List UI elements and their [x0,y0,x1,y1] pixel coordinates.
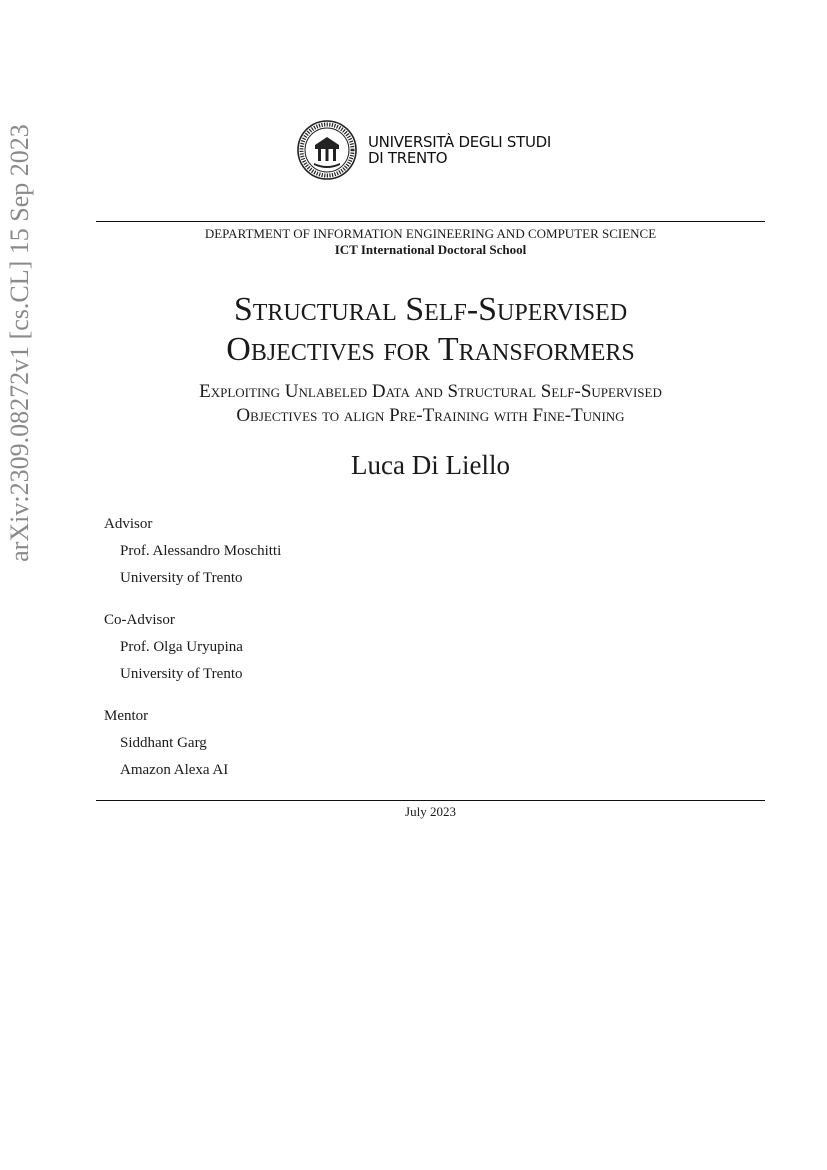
university-seal-icon [296,119,358,181]
advisor-name: Prof. Alessandro Moschitti [120,543,282,559]
university-name [368,134,551,166]
co-advisor-role: Co-Advisor [104,612,175,628]
mentor-role: Mentor [104,708,149,724]
supervisors-list [104,514,281,787]
title-line2: Objectives for Transformers [226,331,635,368]
subtitle-line2: Objectives to align Pre-Training with Fine-Tuning [236,405,625,426]
subtitle-line1: Exploiting Unlabeled Data and Structural Self-Supervised [199,381,662,402]
co-advisor-affiliation: University of Trento [120,666,243,682]
submission-date: July 2023 [405,804,456,819]
university-name-line1: UNIVERSITÀ DEGLI STUDI [368,133,551,151]
university-name-line2: DI TRENTO [368,149,448,167]
arxiv-identifier: arXiv:2309.08272v1 [cs.CL] 15 Sep 2023 [5,124,34,562]
top-rule [96,221,765,222]
thesis-subtitle [96,380,765,428]
title-line1: Structural Self-Supervised [233,291,628,328]
doctoral-school: ICT International Doctoral School [334,242,527,257]
department-name: DEPARTMENT OF INFORMATION ENGINEERING AND COMPUTER SCIENCE [204,226,657,241]
advisor-affiliation: University of Trento [120,570,243,586]
mentor-affiliation: Amazon Alexa AI [120,762,229,778]
bottom-rule [96,800,765,801]
mentor-name: Siddhant Garg [120,735,207,751]
department-block [96,226,765,258]
thesis-title [96,290,765,370]
university-logo [296,119,551,181]
author-name: Luca Di Liello [351,450,510,480]
co-advisor-name: Prof. Olga Uryupina [120,639,243,655]
advisor-role: Advisor [104,516,153,532]
